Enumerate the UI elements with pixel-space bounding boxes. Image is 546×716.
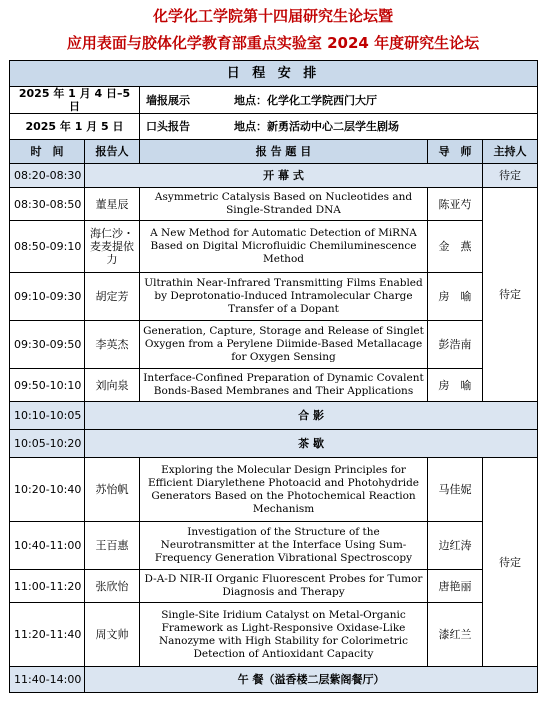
time-cell: 10:40-11:00 xyxy=(10,522,85,570)
photo-label: 合 影 xyxy=(85,402,538,430)
time-cell: 08:20-08:30 xyxy=(10,164,85,188)
topic-cell: A New Method for Automatic Detection of MiRNA Based on Digital Microfluidic Chemiluminescence Method xyxy=(140,221,428,273)
col-header-time: 时 间 xyxy=(10,140,85,164)
topic-cell: D-A-D NIR-II Organic Fluorescent Probes for Tumor Diagnosis and Therapy xyxy=(140,570,428,603)
speaker-cell: 海仁沙・麦麦提依力 xyxy=(85,221,140,273)
info-row xyxy=(10,114,538,140)
photo-row xyxy=(10,402,538,430)
col-header-host: 主持人 xyxy=(483,140,538,164)
info-date: 2025 年 1 月 5 日 xyxy=(10,114,140,140)
time-cell: 10:20-10:40 xyxy=(10,458,85,522)
time-cell: 08:50-09:10 xyxy=(10,221,85,273)
topic-cell: Single-Site Iridium Catalyst on Metal-Organic Framework as Light-Responsive Oxidase-Like Nanozyme with High Stability for Colorimetric Detection of Antioxidant Capacity xyxy=(140,603,428,667)
schedule-title: 日 程 安 排 xyxy=(10,61,538,87)
lunch-label: 午 餐（溢香楼二层紫阁餐厅） xyxy=(85,667,538,693)
advisor-cell: 房 喻 xyxy=(428,369,483,402)
time-cell: 11:20-11:40 xyxy=(10,603,85,667)
time-cell: 10:10-10:05 xyxy=(10,402,85,430)
talk-row xyxy=(10,603,538,667)
advisor-cell: 唐艳丽 xyxy=(428,570,483,603)
advisor-cell: 彭浩南 xyxy=(428,321,483,369)
host-cell: 待定 xyxy=(483,458,538,667)
talk-row xyxy=(10,321,538,369)
col-header-topic: 报 告 题 目 xyxy=(140,140,428,164)
talk-row xyxy=(10,458,538,522)
info-date: 2025 年 1 月 4 日–5 日 xyxy=(10,87,140,114)
time-cell: 10:05-10:20 xyxy=(10,430,85,458)
topic-cell: Ultrathin Near-Infrared Transmitting Films Enabled by Deprotonatio-Induced Intramolecular Charge Transfer of a Dopant xyxy=(140,273,428,321)
column-header-row xyxy=(10,140,538,164)
topic-cell: Generation, Capture, Storage and Release of Singlet Oxygen from a Perylene Diimide-Based Metallacage for Oxygen Sensing xyxy=(140,321,428,369)
info-type-location xyxy=(140,87,538,114)
col-header-advisor: 导 师 xyxy=(428,140,483,164)
speaker-cell: 张欣怡 xyxy=(85,570,140,603)
info-type: 口头报告 xyxy=(146,120,190,133)
time-cell: 11:00-11:20 xyxy=(10,570,85,603)
topic-cell: Asymmetric Catalysis Based on Nucleotides and Single-Stranded DNA xyxy=(140,188,428,221)
opening-label: 开 幕 式 xyxy=(85,164,483,188)
speaker-cell: 刘向泉 xyxy=(85,369,140,402)
speaker-cell: 董星辰 xyxy=(85,188,140,221)
speaker-cell: 周文帅 xyxy=(85,603,140,667)
host-cell: 待定 xyxy=(483,188,538,402)
schedule-title-row xyxy=(10,61,538,87)
title-line-1: 化学化工学院第十四届研究生论坛暨 xyxy=(152,7,393,25)
advisor-cell: 边红涛 xyxy=(428,522,483,570)
talk-row xyxy=(10,522,538,570)
talk-row xyxy=(10,570,538,603)
talk-row xyxy=(10,273,538,321)
title-line-2: 应用表面与胶体化学教育部重点实验室 2024 年度研究生论坛 xyxy=(66,34,480,52)
speaker-cell: 苏怡帆 xyxy=(85,458,140,522)
topic-cell: Investigation of the Structure of the Neurotransmitter at the Interface Using Sum-Frequency Generation Vibrational Spectroscopy xyxy=(140,522,428,570)
topic-cell: Interface-Confined Preparation of Dynamic Covalent Bonds-Based Membranes and Their Applications xyxy=(140,369,428,402)
time-cell: 09:10-09:30 xyxy=(10,273,85,321)
time-cell: 09:30-09:50 xyxy=(10,321,85,369)
time-cell: 08:30-08:50 xyxy=(10,188,85,221)
lunch-row xyxy=(10,667,538,693)
talk-row xyxy=(10,369,538,402)
time-cell: 09:50-10:10 xyxy=(10,369,85,402)
break-label: 茶 歇 xyxy=(85,430,538,458)
advisor-cell: 漆红兰 xyxy=(428,603,483,667)
schedule-table xyxy=(9,60,538,693)
topic-cell: Exploring the Molecular Design Principles for Efficient Diarylethene Photoacid and Photohydride Generators Based on the Photochemical Reaction Mechanism xyxy=(140,458,428,522)
opening-row xyxy=(10,164,538,188)
advisor-cell: 房 喻 xyxy=(428,273,483,321)
speaker-cell: 胡定芳 xyxy=(85,273,140,321)
talk-row xyxy=(10,188,538,221)
time-cell: 11:40-14:00 xyxy=(10,667,85,693)
break-row xyxy=(10,430,538,458)
talk-row xyxy=(10,221,538,273)
info-location: 地点：新勇活动中心二层学生剧场 xyxy=(234,120,399,133)
speaker-cell: 王百惠 xyxy=(85,522,140,570)
host-cell: 待定 xyxy=(483,164,538,188)
info-type-location xyxy=(140,114,538,140)
advisor-cell: 陈亚芍 xyxy=(428,188,483,221)
info-location: 地点：化学化工学院西门大厅 xyxy=(234,93,377,107)
advisor-cell: 金 燕 xyxy=(428,221,483,273)
info-row xyxy=(10,87,538,114)
advisor-cell: 马佳妮 xyxy=(428,458,483,522)
info-type: 墙报展示 xyxy=(146,93,190,107)
speaker-cell: 李英杰 xyxy=(85,321,140,369)
col-header-speaker: 报告人 xyxy=(85,140,140,164)
